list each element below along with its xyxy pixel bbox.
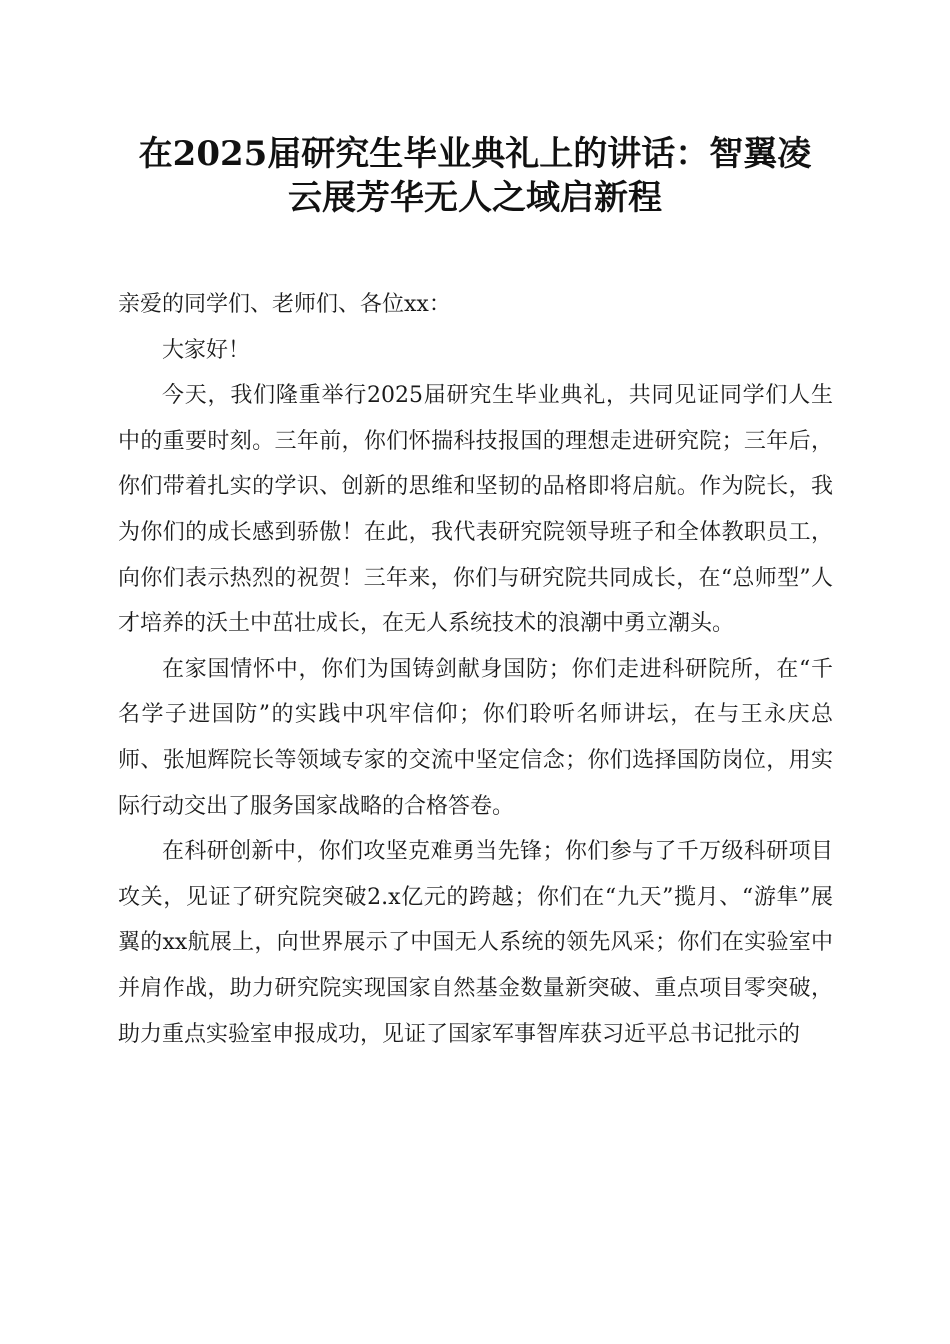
paragraph-1: 今天，我们隆重举行2025届研究生毕业典礼，共同见证同学们人生中的重要时刻。三年前，你们怀揣科技报国的理想走进研究院；三年后，你们带着扎实的学识、创新的思维和坚韧的品格即将启航。作为院长，我为你们的成长感到骄傲！在此，我代表研究院领导班子和全体教职员工，向你们表示热烈的祝贺！三年来，你们与研究院共同成长，在“总师型”人才培养的沃土中茁壮成长，在无人系统技术的浪潮中勇立潮头。 xyxy=(118,383,833,637)
document-title xyxy=(100,132,850,220)
document-body xyxy=(118,282,833,1057)
paragraph-3: 在科研创新中，你们攻坚克难勇当先锋；你们参与了千万级科研项目攻关，见证了研究院突破2.x亿元的跨越；你们在“九天”揽月、“游隼”展翼的xx航展上，向世界展示了中国无人系统的领先风采；你们在实验室中并肩作战，助力研究院实现国家自然基金数量新突破、重点项目零突破，助力重点实验室申报成功，见证了国家军事智库获习近平总书记批示的 xyxy=(118,839,833,1047)
title-line-1: 在2025届研究生毕业典礼上的讲话：智翼凌 xyxy=(138,134,812,174)
greeting: 大家好！ xyxy=(162,337,251,363)
salutation: 亲爱的同学们、老师们、各位xx： xyxy=(118,292,451,317)
title-line-2: 云展芳华无人之域启新程 xyxy=(288,178,662,218)
paragraph-2: 在家国情怀中，你们为国铸剑献身国防；你们走进科研院所，在“千名学子进国防”的实践中巩牢信仰；你们聆听名师讲坛，在与王永庆总师、张旭辉院长等领域专家的交流中坚定信念；你们选择国防岗位，用实际行动交出了服务国家战略的合格答卷。 xyxy=(118,656,833,819)
